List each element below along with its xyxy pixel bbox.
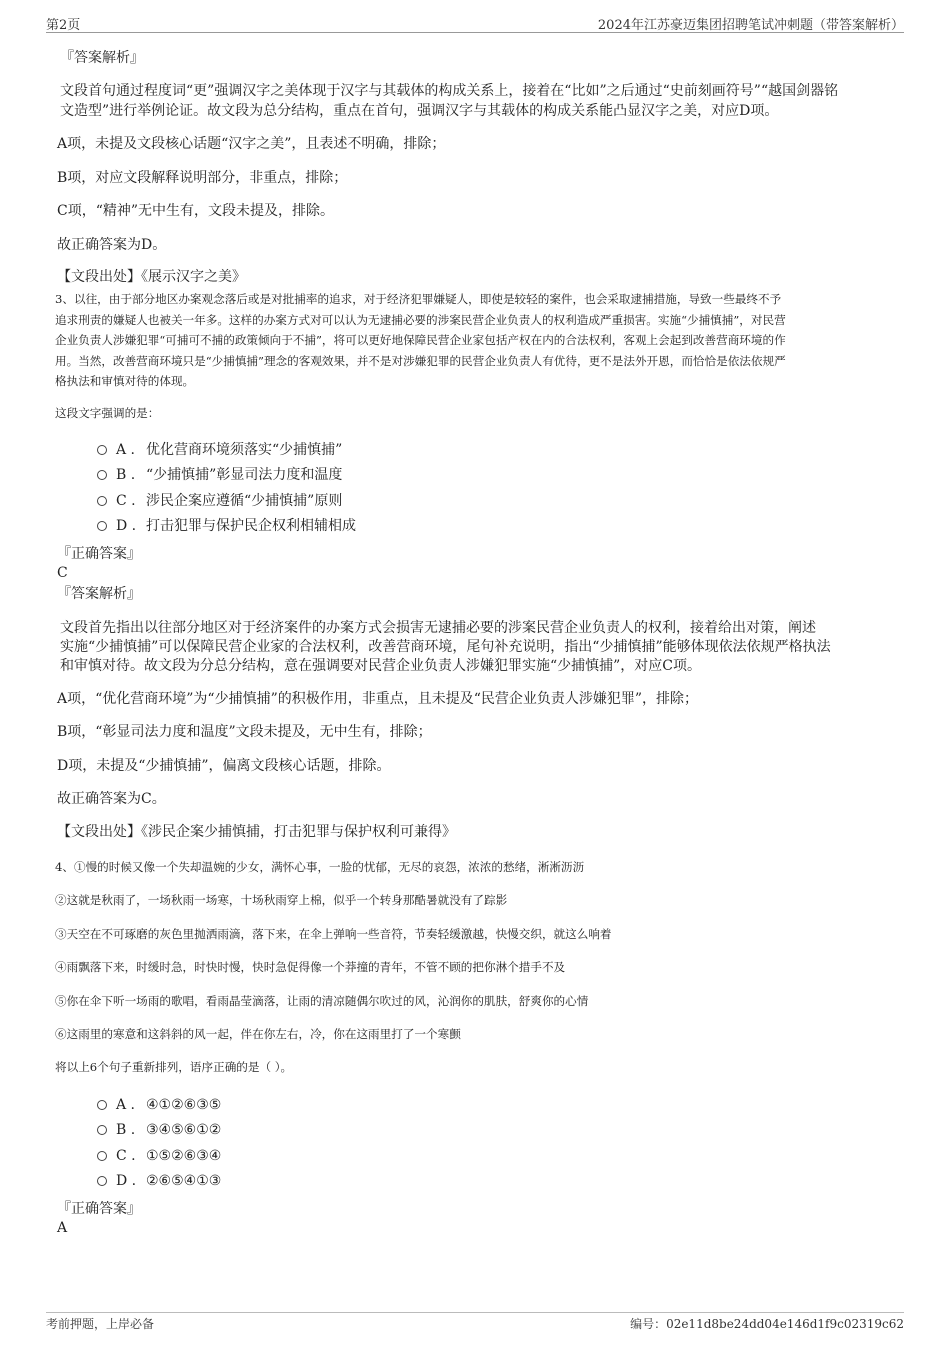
- q4-option-c[interactable]: C . ①⑤②⑥③④: [97, 1147, 221, 1165]
- q2-analysis-line: 文造型”进行举例论证。故文段为总分结构，重点在首句，强调汉字与其载体的构成关系能凸显汉字之美，对应D项。: [60, 103, 779, 119]
- q3-option-b-analysis: B项，“彰显司法力度和温度”文段未提及，无中生有，排除；: [57, 724, 432, 740]
- q3-stem-line: 企业负责人涉嫌犯罪“可捕可不捕的政策倾向于不捕”，将可以更好地保障民营企业家包括产权在内的合法权利，客观上会起到改善营商环境的作: [55, 333, 786, 347]
- q4-sentence: ④雨飘落下来，时缓时急，时快时慢，快时急促得像一个莽撞的青年，不管不顾的把你淋个措手不及: [55, 960, 566, 974]
- q3-source: 【文段出处】《涉民企案少捕慎捕，打击犯罪与保护权利可兼得》: [57, 824, 456, 840]
- q4-sentence: ③天空在不可琢磨的灰色里抛洒雨滴，落下来，在伞上弹响一些音符，节奏轻缓激越，快慢交织，就这么响着: [55, 927, 612, 941]
- q3-stem-line: 追求刑责的嫌疑人也被关一年多。这样的办案方式对可以认为无逮捕必要的涉案民营企业负责人的权利造成严重损害。实施“少捕慎捕”，对民营: [55, 312, 786, 327]
- q3-stem-line: 用。当然，改善营商环境只是“少捕慎捕”理念的客观效果，并不是对涉嫌犯罪的民营企业负责人有优待，更不是法外开恩，而恰恰是依法依规严: [55, 353, 786, 368]
- q4-question: 将以上6个句子重新排列，语序正确的是（ ）。: [55, 1060, 293, 1074]
- q3-option-b[interactable]: B . “少捕慎捕”彰显司法力度和温度: [97, 466, 342, 484]
- q4-sentence: ⑤你在伞下听一场雨的歌唱，看雨晶莹滴落，让雨的清凉随偶尔吹过的风，沁润你的肌肤，舒爽你的心情: [55, 994, 589, 1008]
- q3-analysis-line: 和审慎对待。故文段为分总分结构，意在强调要对民营企业负责人涉嫌犯罪实施“少捕慎捕”，对应C项。: [60, 658, 702, 674]
- q4-sentence: ②这就是秋雨了，一场秋雨一场寒，十场秋雨穿上棉，似乎一个转身那酷暑就没有了踪影: [55, 893, 508, 907]
- q3-stem-line: 格执法和审慎对待的体现。: [55, 374, 195, 388]
- q2-analysis-line: 文段首句通过程度词“更”强调汉字之美体现于汉字与其载体的构成关系上，接着在“比如”之后通过“史前刻画符号”“越国剑器铭: [60, 83, 839, 99]
- radio-icon[interactable]: [97, 496, 107, 506]
- q3-option-a-analysis: A项，“优化营商环境”为“少捕慎捕”的积极作用，非重点，且未提及“民营企业负责人涉嫌犯罪”，排除；: [57, 691, 699, 707]
- q2-option-a-analysis: A项，未提及文段核心话题“汉字之美”，且表述不明确，排除；: [57, 136, 446, 152]
- q3-analysis-line: 实施“少捕慎捕”可以保障民营企业家的合法权利，改善营商环境，尾句补充说明，指出“少捕慎捕”能够体现依法依规严格执法: [60, 639, 831, 655]
- q3-conclusion: 故正确答案为C。: [57, 791, 166, 807]
- radio-icon[interactable]: [97, 521, 107, 531]
- q4-answer: A: [57, 1220, 68, 1236]
- q3-stem-line: 3、以往，由于部分地区办案观念落后或是对批捕率的追求，对于经济犯罪嫌疑人，即使是较轻的案件，也会采取逮捕措施，导致一些最终不予: [55, 292, 782, 306]
- q4-option-a[interactable]: A . ④①②⑥③⑤: [97, 1096, 221, 1114]
- radio-icon[interactable]: [97, 1151, 107, 1161]
- document-title: 2024年江苏豪迈集团招聘笔试冲刺题（带答案解析）: [597, 18, 904, 33]
- q4-answer-heading: 『正确答案』: [57, 1201, 141, 1217]
- q3-option-c[interactable]: C . 涉民企案应遵循“少捕慎捕”原则: [97, 492, 342, 510]
- q2-source: 【文段出处】《展示汉字之美》: [57, 269, 246, 285]
- q3-option-d[interactable]: D . 打击犯罪与保护民企权利相辅相成: [97, 517, 356, 535]
- q3-option-a[interactable]: A . 优化营商环境须落实“少捕慎捕”: [97, 441, 342, 459]
- q3-analysis-heading: 『答案解析』: [57, 586, 141, 602]
- radio-icon[interactable]: [97, 1100, 107, 1110]
- q4-option-d[interactable]: D . ②⑥⑤④①③: [97, 1172, 221, 1190]
- q2-option-c-analysis: C项，“精神”无中生有，文段未提及，排除。: [57, 203, 335, 219]
- q3-answer-heading: 『正确答案』: [57, 546, 141, 562]
- page-header: [46, 14, 904, 33]
- q2-analysis-heading: 『答案解析』: [60, 50, 144, 66]
- footer-slogan: 考前押题，上岸必备: [46, 1317, 155, 1331]
- q4-sentence: ⑥这雨里的寒意和这斜斜的风一起，伴在你左右，冷，你在这雨里打了一个寒颤: [55, 1027, 461, 1041]
- q3-question: 这段文字强调的是：: [55, 406, 160, 420]
- q3-analysis-line: 文段首先指出以往部分地区对于经济案件的办案方式会损害无逮捕必要的涉案民营企业负责人的权利，接着给出对策，阐述: [60, 620, 816, 636]
- page-footer: [46, 1312, 904, 1333]
- radio-icon[interactable]: [97, 1176, 107, 1186]
- q4-sentence: 4、①慢的时候又像一个失却温婉的少女，满怀心事，一脸的忧郁，无尽的哀怨，浓浓的愁绪，淅淅沥沥: [55, 860, 585, 874]
- q2-option-b-analysis: B项，对应文段解释说明部分，非重点，排除；: [57, 170, 348, 186]
- q3-answer: C: [57, 565, 68, 581]
- q2-conclusion: 故正确答案为D。: [57, 237, 167, 253]
- page-number: 第2页: [46, 18, 81, 33]
- document-id: 编号：02e11d8be24dd04e146d1f9c02319c62: [630, 1317, 904, 1331]
- q4-option-b[interactable]: B . ③④⑤⑥①②: [97, 1121, 221, 1139]
- radio-icon[interactable]: [97, 470, 107, 480]
- q3-option-d-analysis: D项，未提及“少捕慎捕”，偏离文段核心话题，排除。: [57, 758, 391, 774]
- radio-icon[interactable]: [97, 1125, 107, 1135]
- radio-icon[interactable]: [97, 445, 107, 455]
